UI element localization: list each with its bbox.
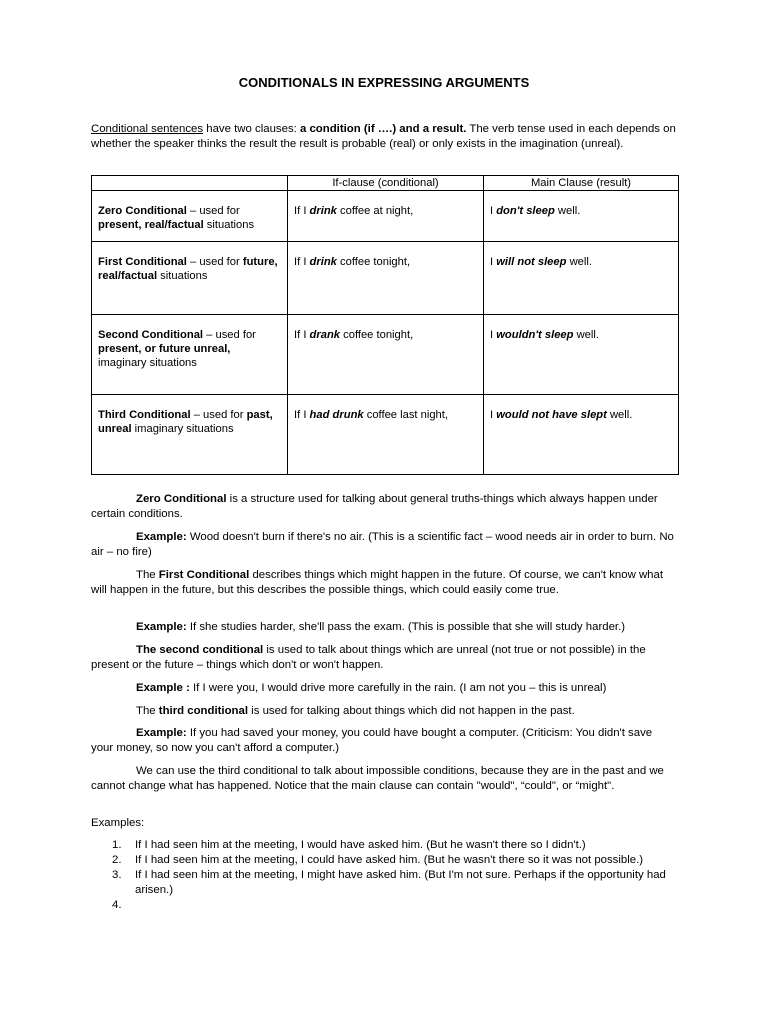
impossible-conditions-paragraph: We can use the third conditional to talk about impossible conditions, because they are in the past and we cannot change what has happened. Notice that the main clause can contain "would", “could", or “might". <box>91 765 664 792</box>
conditionals-table <box>91 175 679 475</box>
if-clause-cell: If I had drunk coffee last night, <box>288 395 484 475</box>
second-example-paragraph: Example : If I were you, I would drive more carefully in the rain. (I am not you – this is unreal) <box>136 682 607 694</box>
main-clause-cell: I wouldn't sleep well. <box>484 315 679 395</box>
conditional-type-cell: Third Conditional – used for past, unreal imaginary situations <box>92 395 288 475</box>
examples-list <box>91 838 677 913</box>
list-item: 2. If I had seen him at the meeting, I could have asked him. (But he wasn't there so it was not possible.) <box>112 854 644 866</box>
first-example-paragraph: Example: If she studies harder, she'll pass the exam. (This is possible that she will study harder.) <box>136 621 626 633</box>
main-clause-cell: I don't sleep well. <box>484 191 679 242</box>
second-conditional-paragraph: The second conditional is used to talk about things which are unreal (not true or not possible) in the present or the future – things which don't or won't happen. <box>91 644 646 671</box>
first-conditional-paragraph: The First Conditional describes things which might happen in the future. Of course, we can't know what will happen in the future, but this describes the possible things, which could easily come true. <box>91 569 664 596</box>
table-header: Main Clause (result) <box>484 176 679 191</box>
zero-conditional-paragraph: Zero Conditional is a structure used for talking about general truths-things which always happen under certain conditions. <box>91 493 658 520</box>
list-item: 4. <box>112 899 122 911</box>
table-header <box>92 176 288 191</box>
page-title: CONDITIONALS IN EXPRESSING ARGUMENTS <box>238 75 530 90</box>
intro-term: Conditional sentences <box>91 123 204 135</box>
table-header: If-clause (conditional) <box>288 176 484 191</box>
conditional-type-cell: Zero Conditional – used for present, real/factual situations <box>92 191 288 242</box>
examples-label: Examples: <box>91 817 145 829</box>
third-example-paragraph: Example: If you had saved your money, you could have bought a computer. (Criticism: You didn't save your money, so now you can't afford a computer.) <box>91 727 653 754</box>
if-clause-cell: If I drink coffee tonight, <box>288 242 484 315</box>
if-clause-cell: If I drank coffee tonight, <box>288 315 484 395</box>
intro-bold: a condition (if ….) and a result. <box>299 123 467 135</box>
conditional-type-cell: Second Conditional – used for present, or future unreal, imaginary situations <box>92 315 288 395</box>
if-clause-cell: If I drink coffee at night, <box>288 191 484 242</box>
zero-example-paragraph: Example: Wood doesn't burn if there's no air. (This is a scientific fact – wood needs air in order to burn. No air – no fire) <box>91 531 674 558</box>
list-item: 1. If I had seen him at the meeting, I would have asked him. (But he wasn't there so I didn't.) <box>112 839 586 851</box>
third-conditional-paragraph: The third conditional is used for talking about things which did not happen in the past. <box>136 705 575 717</box>
conditional-type-cell: First Conditional – used for future, real/factual situations <box>92 242 288 315</box>
table-header-row <box>92 176 679 191</box>
list-item: 3. If I had seen him at the meeting, I might have asked him. (But I'm not sure. Perhaps if the opportunity had arisen.) <box>112 869 666 896</box>
main-clause-cell: I would not have slept well. <box>484 395 679 475</box>
table-row <box>92 395 679 475</box>
table-row <box>92 242 679 315</box>
intro-paragraph: Conditional sentences have two clauses: a condition (if ….) and a result. The verb tense used in each depends on whether the speaker thinks the result the result is probable (real) or only exists in the imagination (unreal). <box>91 123 676 150</box>
table-row <box>92 315 679 395</box>
table-row <box>92 191 679 242</box>
main-clause-cell: I will not sleep well. <box>484 242 679 315</box>
